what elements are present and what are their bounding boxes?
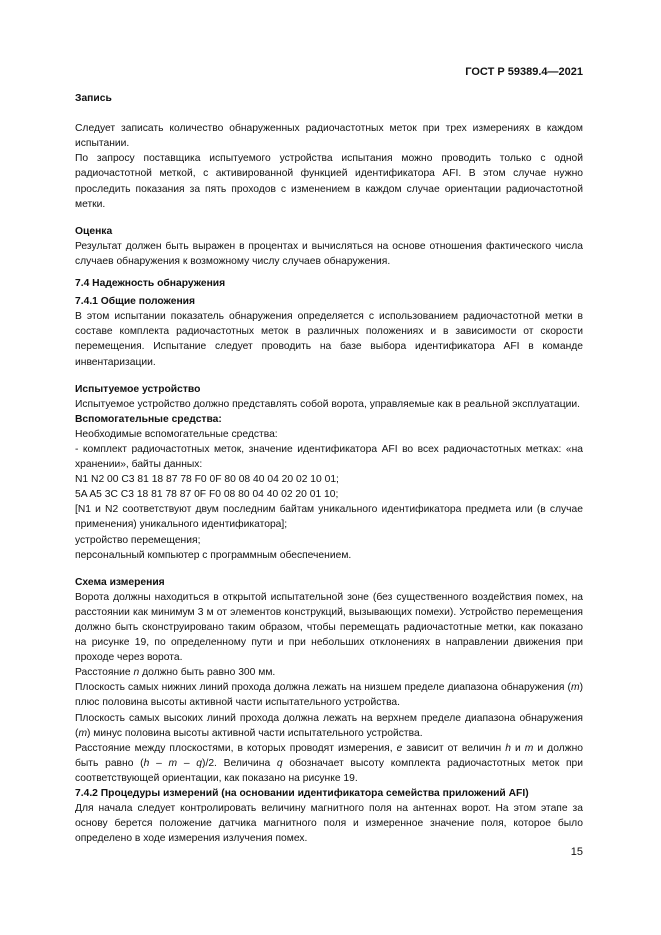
paragraph: В этом испытании показатель обнаружения определяется с использованием радиочастотной метки в составе комплекта радиочастотных меток в различных положениях и в зависимости от скорости перемещения. Испытание следует проводить на базе выбора идентификатора AFI в команде инвентаризации. xyxy=(75,311,583,368)
list-item-tags: - комплект радиочастотных меток, значение идентификатора AFI во всех радиочастотных метках: «на хранении», байты данных: xyxy=(75,443,583,471)
paragraph xyxy=(75,106,583,151)
paragraph: Расстояние между плоскостями, в которых проводят измерения, e зависит от величин h и m и должно быть равно (h – m – q)/2. Величина q обозначает высоту комплекта радиочастотных меток при соответствующей ориентации, как показано на рисунке 19. xyxy=(75,742,583,784)
list-note: [N1 и N2 соответствуют двум последним байтам уникального идентификатора предмета или (в случае применения) уникального идентификатора]; xyxy=(75,504,583,531)
paragraph xyxy=(75,151,583,211)
section-heading-7-4: 7.4 Надежность обнаружения xyxy=(75,278,226,290)
section-title-device-under-test: Испытуемое устройство xyxy=(75,383,201,395)
section-title-record: Запись xyxy=(75,93,112,104)
list-item-mover: устройство перемещения; xyxy=(75,534,201,546)
paragraph: Результат должен быть выражен в процентах и вычисляться на основе отношения фактического числа случаев обнаружения к возможному числу случаев обнаружения. xyxy=(75,240,583,267)
section-title-evaluation: Оценка xyxy=(75,225,113,237)
paragraph: Испытуемое устройство должно представлять собой ворота, управляемые как в реальной эксплуатации. xyxy=(75,398,580,410)
paragraph: Плоскость самых нижних линий прохода должна лежать на низшем пределе диапазона обнаружения (m) плюс половина высоты активной части испытательного устройства. xyxy=(75,682,583,709)
section-title-scheme: Схема измерения xyxy=(75,576,165,588)
section-heading-7-4-2: 7.4.2 Процедуры измерений (на основании идентификатора семейства приложений AFI) xyxy=(75,788,529,800)
paragraph-text: Следует записать количество обнаруженных радиочастотных меток при трех измерениях в каждом испытании. xyxy=(75,123,583,150)
document-header: ГОСТ Р 59389.4—2021 xyxy=(465,66,583,78)
section-heading-7-4-1: 7.4.1 Общие положения xyxy=(75,296,195,308)
page-number: 15 xyxy=(570,846,583,858)
paragraph: Для начала следует контролировать величину магнитного поля на антеннах ворот. На этом этапе за основу берется положение датчика магнитного поля и измеренное значение поля, которое было определено в ходе измерения излучения помех. xyxy=(75,803,583,845)
paragraph: Необходимые вспомогательные средства: xyxy=(75,428,278,440)
paragraph: Ворота должны находиться в открытой испытательной зоне (без существенного воздействия помех, на расстоянии как минимум 3 м от элементов конструкций, вызывающих помехи). Устройство перемещения должно быть сконструировано таким образом, чтобы перемещать радиочастотные метки, как показано на рисунке 19, по определенному пути и при небольших отклонениях в направлении движения при проходе через ворота. xyxy=(75,591,583,664)
section-title-aux-means: Вспомогательные средства: xyxy=(75,413,222,425)
page-content xyxy=(75,91,583,846)
paragraph-text: По запросу поставщика испытуемого устройства испытания можно проводить только с одной радиочастотной меткой, с активированной функцией идентификатора AFI. В этом случае нужно проследить показания за пять проходов с изменением в каждом случае ориентации радиочастотной метки. xyxy=(75,153,583,210)
paragraph: Плоскость самых высоких линий прохода должна лежать на верхнем пределе диапазона обнаружения (m) минус половина высоты активной части испытательного устройства. xyxy=(75,712,583,739)
paragraph: Расстояние n должно быть равно 300 мм. xyxy=(75,667,276,679)
data-bytes-2: 5A A5 3C C3 18 81 78 87 0F F0 08 80 04 40 02 20 01 10; xyxy=(75,489,339,501)
data-bytes-1: N1 N2 00 C3 81 18 87 78 F0 0F 80 08 40 04 20 02 10 01; xyxy=(75,474,339,486)
list-item-pc: персональный компьютер с программным обеспечением. xyxy=(75,549,352,561)
